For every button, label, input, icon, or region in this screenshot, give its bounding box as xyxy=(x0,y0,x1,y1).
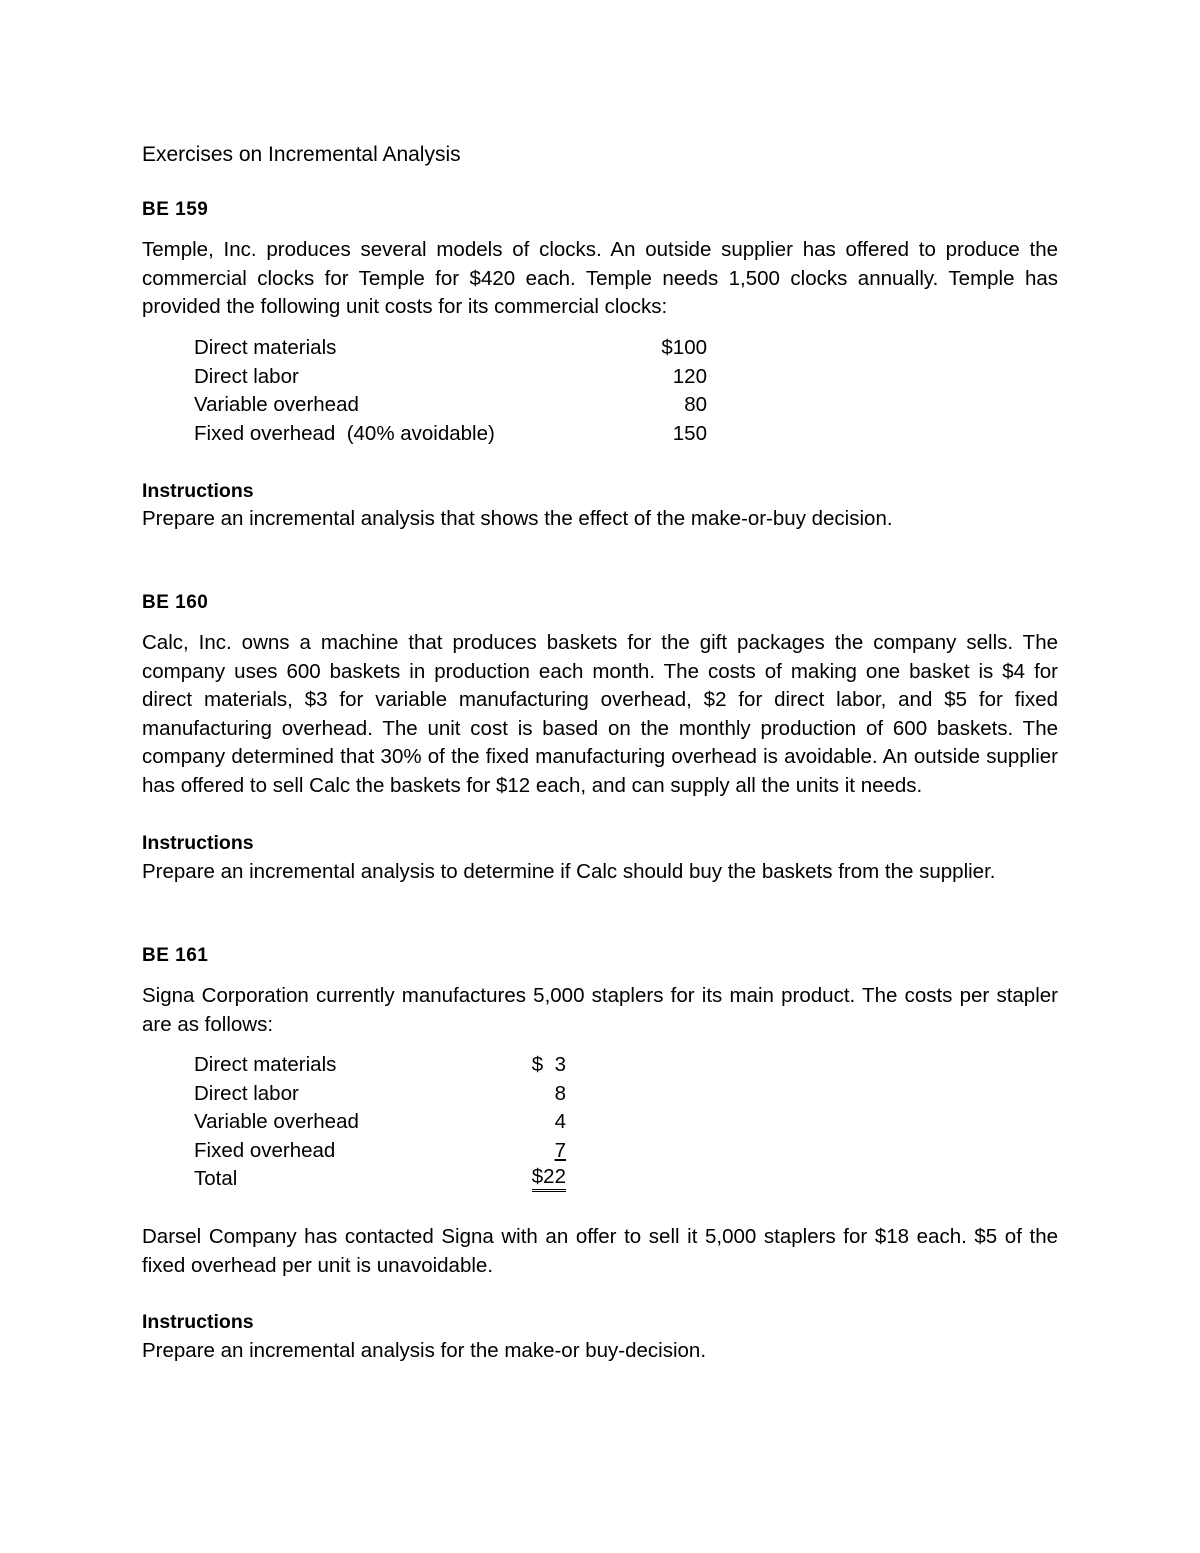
cost-row-total xyxy=(194,1165,566,1194)
cost-label: Total xyxy=(194,1167,238,1191)
cost-amount: 7 xyxy=(554,1138,566,1162)
cost-row xyxy=(194,334,707,363)
section-heading-be160: BE 160 xyxy=(142,592,209,613)
section-heading-be161: BE 161 xyxy=(142,945,209,966)
cost-row xyxy=(194,420,707,449)
cost-amount: $ 3 xyxy=(531,1053,566,1076)
cost-row xyxy=(194,391,707,420)
section-paragraph-be161: Signa Corporation currently manufactures 5,000 staplers for its main product. The costs per stapler are as follows: xyxy=(142,984,1058,1036)
cost-label: Direct materials xyxy=(194,336,337,359)
cost-table-be161 xyxy=(194,1051,566,1194)
cost-amount: $100 xyxy=(661,336,707,359)
instructions-label-be159: Instructions xyxy=(142,480,254,502)
instructions-label-be160: Instructions xyxy=(142,832,254,854)
cost-amount: 150 xyxy=(672,421,707,445)
cost-label: Variable overhead xyxy=(194,393,359,417)
cost-label: Direct materials xyxy=(194,1053,337,1076)
cost-row xyxy=(194,1080,566,1109)
cost-label: Variable overhead xyxy=(194,1110,359,1134)
cost-row xyxy=(194,363,707,392)
cost-amount: 80 xyxy=(684,393,707,417)
cost-amount: 8 xyxy=(554,1081,566,1105)
cost-table-be159 xyxy=(194,334,707,448)
cost-label: Fixed overhead (40% avoidable) xyxy=(194,421,495,445)
section-paragraph-be160: Calc, Inc. owns a machine that produces baskets for the gift packages the company sells. The company uses 600 baskets in production each month. The costs of making one basket is $4 for direct materials, $3 for variable manufacturing overhead, $2 for direct labor, and $5 for fixed manufacturing overhead. The unit cost is based on the monthly production of 600 baskets. The company determined that 30% of the fixed manufacturing overhead is avoidable. An outside supplier has offered to sell Calc the baskets for $12 each, and can supply all the units it needs. xyxy=(142,631,1058,797)
cost-row xyxy=(194,1051,566,1080)
cost-row xyxy=(194,1137,566,1166)
instructions-text-be160: Prepare an incremental analysis to determine if Calc should buy the baskets from the supplier. xyxy=(142,860,996,883)
cost-amount: 120 xyxy=(672,364,707,388)
cost-amount-total: $22 xyxy=(532,1165,566,1192)
cost-label: Direct labor xyxy=(194,1081,299,1105)
section-paragraph-be159: Temple, Inc. produces several models of clocks. An outside supplier has offered to produce the commercial clocks for Temple for $420 each. Temple needs 1,500 clocks annually. Temple has provided the following unit costs for its commercial clocks: xyxy=(142,238,1058,319)
cost-amount: 4 xyxy=(554,1110,566,1134)
cost-label: Direct labor xyxy=(194,364,299,388)
instructions-text-be159: Prepare an incremental analysis that shows the effect of the make-or-buy decision. xyxy=(142,507,893,530)
document-title: Exercises on Incremental Analysis xyxy=(142,143,461,166)
cost-label: Fixed overhead xyxy=(194,1138,336,1162)
cost-row xyxy=(194,1108,566,1137)
section-heading-be159: BE 159 xyxy=(142,199,209,220)
section-paragraph2-be161: Darsel Company has contacted Signa with an offer to sell it 5,000 staplers for $18 each. $5 of the fixed overhead per unit is unavoidable. xyxy=(142,1225,1058,1277)
instructions-text-be161: Prepare an incremental analysis for the make-or buy-decision. xyxy=(142,1339,707,1362)
instructions-label-be161: Instructions xyxy=(142,1311,254,1333)
